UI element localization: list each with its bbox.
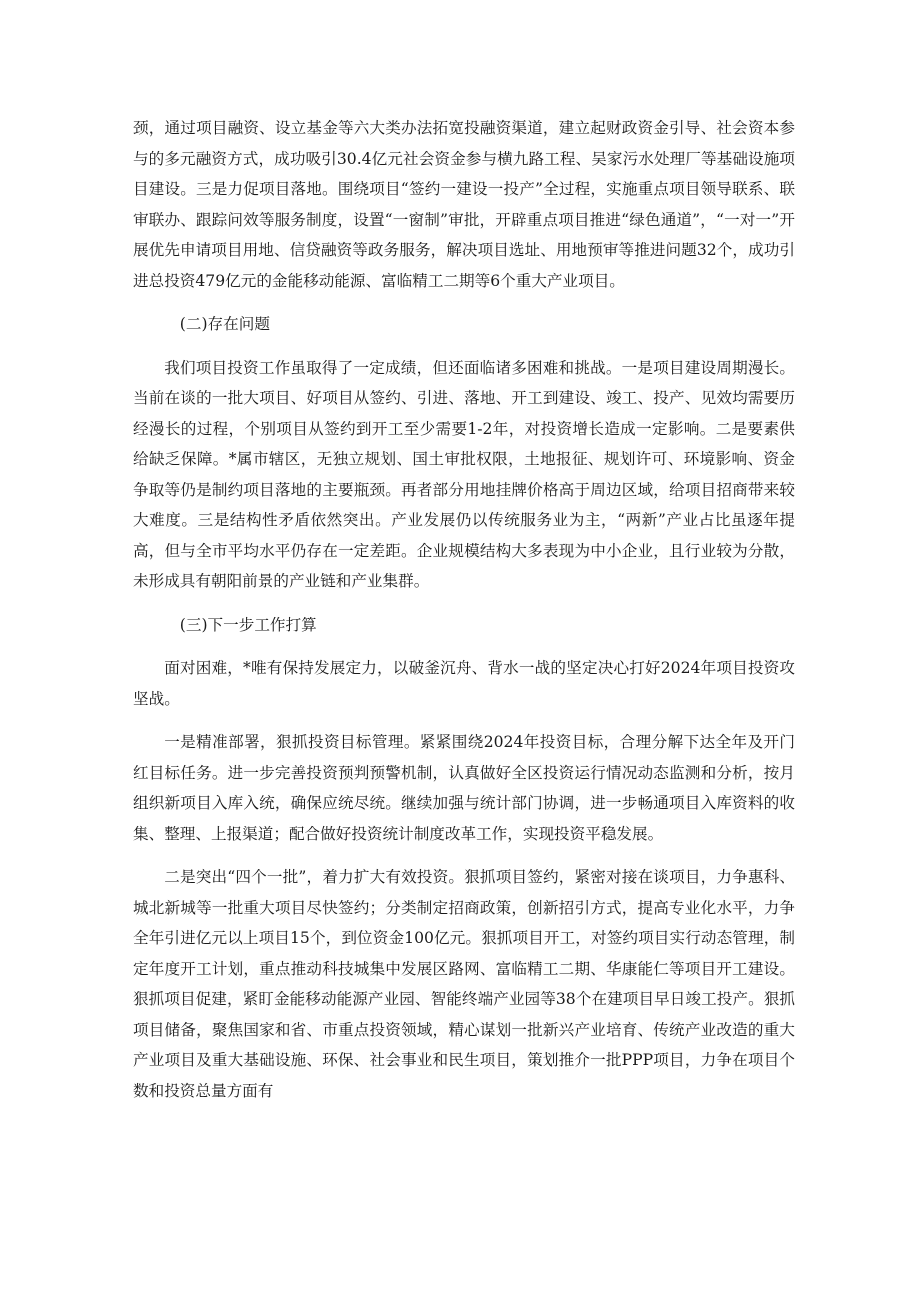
paragraph-continuation: 颈，通过项目融资、设立基金等六大类办法拓宽投融资渠道，建立起财政资金引导、社会资本参与的多元融资方式，成功吸引30.4亿元社会资金参与横九路工程、吴家污水处理厂等基础设施项目建设。三是力促项目落地。围绕项目“签约一建设一投产”全过程，实施重点项目领导联系、联审联办、跟踪问效等服务制度，设置“一窗制”审批，开辟重点项目推进“绿色通道”，“一对一”开展优先申请项目用地、信贷融资等政务服务，解决项目选址、用地预审等推进问题32个，成功引进总投资479亿元的金能移动能源、富临精工二期等6个重大产业项目。 bbox=[133, 119, 795, 290]
paragraph-four-batches: 二是突出“四个一批”，着力扩大有效投资。狠抓项目签约，紧密对接在谈项目，力争惠科、城北新城等一批重大项目尽快签约；分类制定招商政策，创新招引方式，提高专业化水平，力争全年引进亿元以上项目15个，到位资金100亿元。狠抓项目开工，对签约项目实行动态管理，制定年度开工计划，重点推动科技城集中发展区路网、富临精工二期、华康能仁等项目开工建设。狠抓项目促建，紧盯金能移动能源产业园、智能终端产业园等38个在建项目早日竣工投产。狠抓项目储备，聚焦国家和省、市重点投资领域，精心谋划一批新兴产业培育、传统产业改造的重大产业项目及重大基础设施、环保、社会事业和民生项目，策划推介一批PPP项目，力争在项目个数和投资总量方面有 bbox=[133, 868, 795, 1100]
paragraph-facing-difficulties: 面对困难，*唯有保持发展定力，以破釜沉舟、背水一战的坚定决心打好2024年项目投资攻坚战。 bbox=[133, 659, 795, 708]
section-heading-existing-problems: (二)存在问题 bbox=[179, 315, 270, 333]
paragraph-problems: 我们项目投资工作虽取得了一定成绩，但还面临诸多困难和挑战。一是项目建设周期漫长。当前在谈的一批大项目、好项目从签约、引进、落地、开工到建设、竣工、投产、见效均需要历经漫长的过程，个别项目从签约到开工至少需要1-2年，对投资增长造成一定影响。二是要素供给缺乏保障。*属市辖区，无独立规划、国土审批权限，土地报征、规划许可、环境影响、资金争取等仍是制约项目落地的主要瓶颈。再者部分用地挂牌价格高于周边区域，给项目招商带来较大难度。三是结构性矛盾依然突出。产业发展仍以传统服务业为主，“两新”产业占比虽逐年提高，但与全市平均水平仍存在一定差距。企业规模结构大多表现为中小企业，且行业较为分散，未形成具有朝阳前景的产业链和产业集群。 bbox=[133, 358, 795, 590]
section-heading-next-steps: (三)下一步工作打算 bbox=[179, 615, 317, 634]
paragraph-precise-deployment: 一是精准部署，狠抓投资目标管理。紧紧围绕2024年投资目标，合理分解下达全年及开门红目标任务。进一步完善投资预判预警机制，认真做好全区投资运行情况动态监测和分析，按月组织新项目入库入统，确保应统尽统。继续加强与统计部门协调，进一步畅通项目入库资料的收集、整理、上报渠道；配合做好投资统计制度改革工作，实现投资平稳发展。 bbox=[133, 733, 795, 843]
document-page bbox=[133, 113, 795, 1119]
